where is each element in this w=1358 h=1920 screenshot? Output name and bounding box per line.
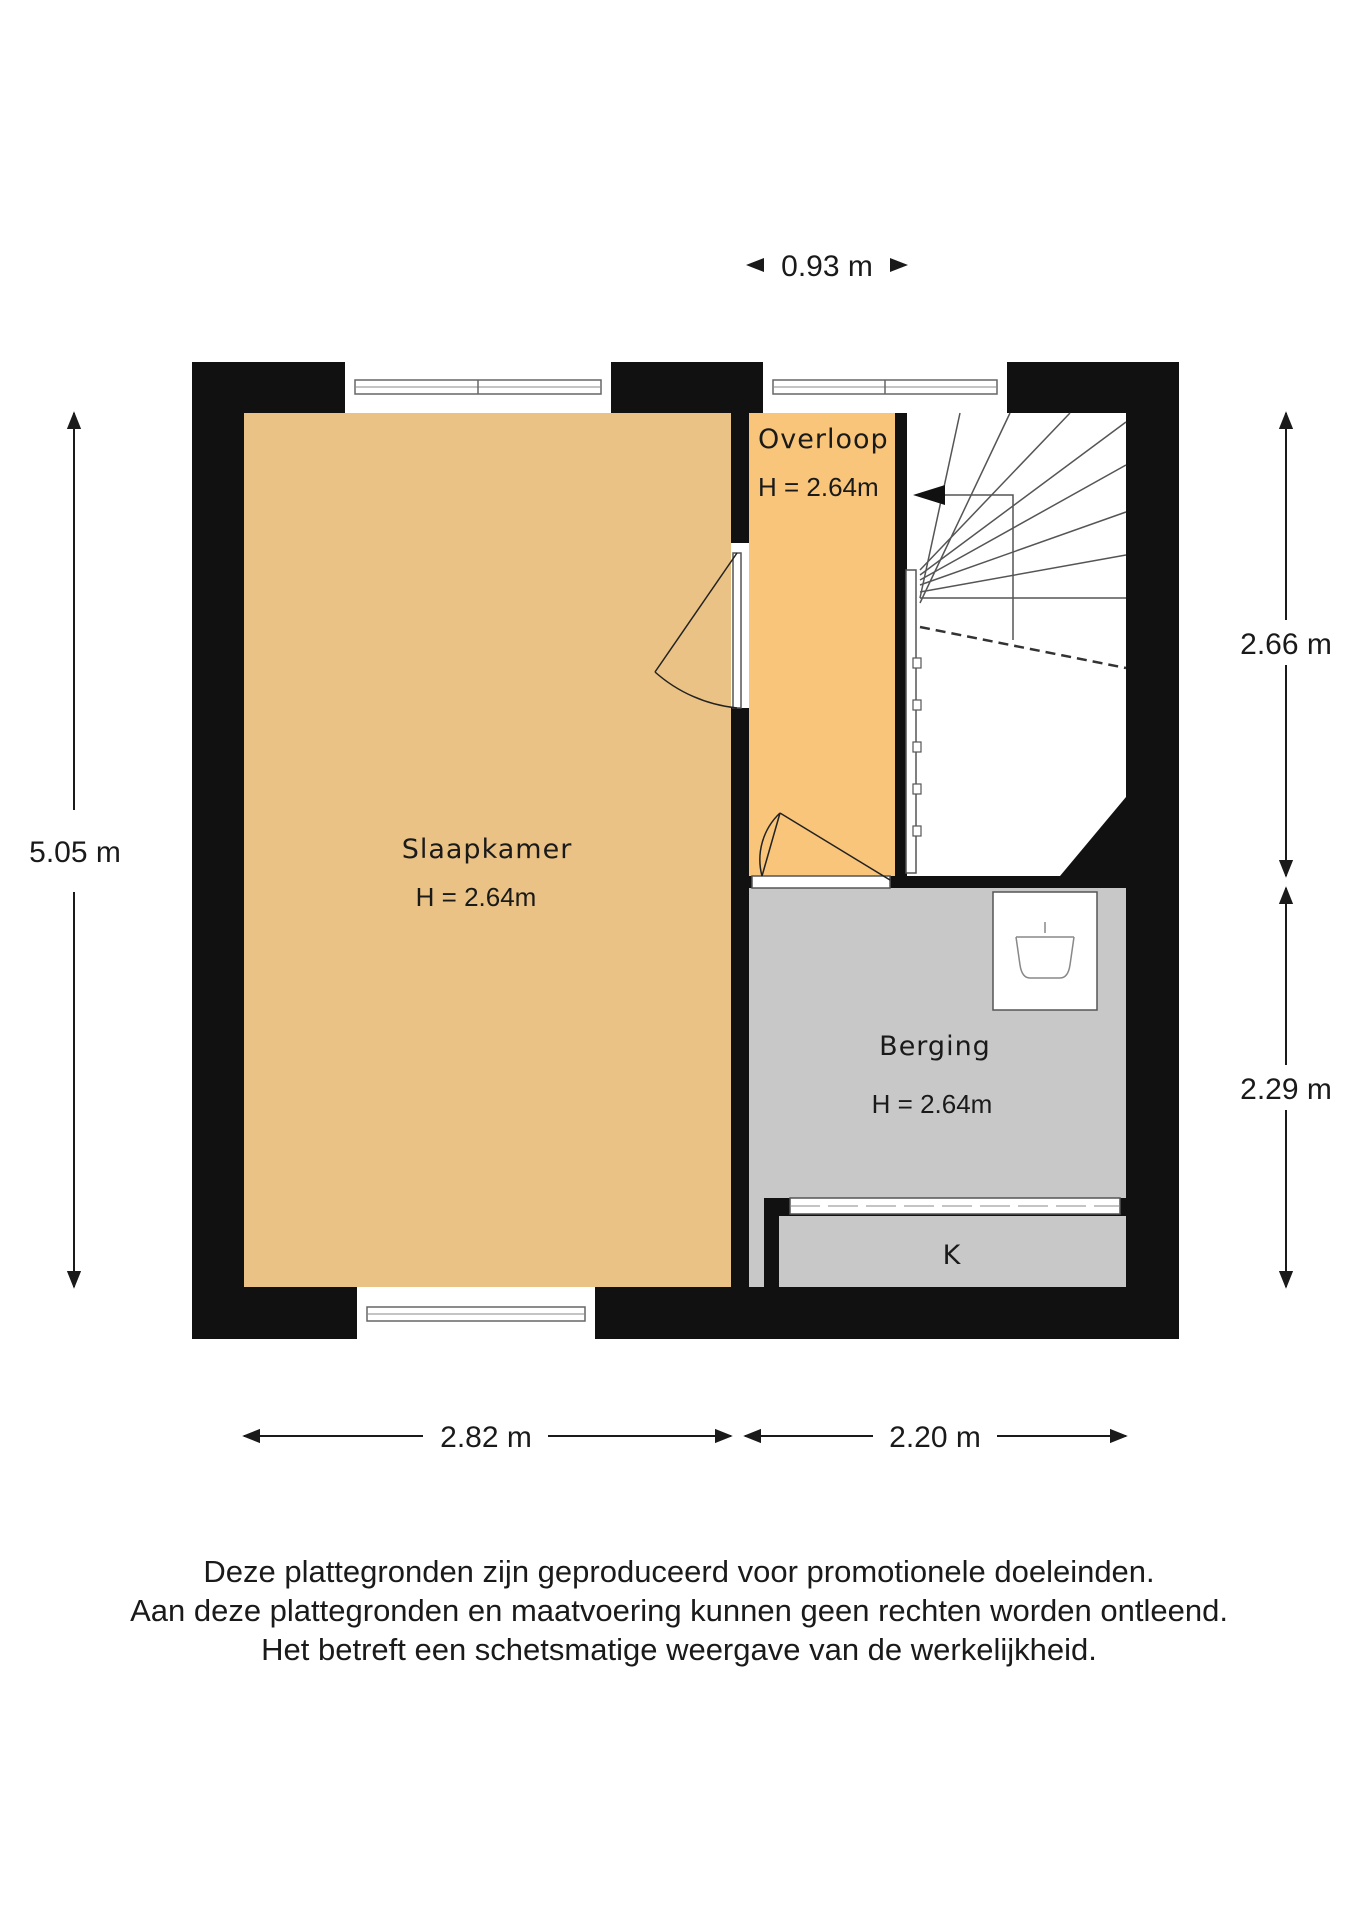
sink (993, 892, 1097, 1010)
overloop-height: H = 2.64m (758, 472, 879, 502)
disclaimer (0, 1552, 1358, 1669)
berging-height: H = 2.64m (871, 1089, 993, 1119)
dimension-bottom-left (244, 1421, 731, 1454)
slaapkamer-label: Slaapkamer (401, 834, 573, 865)
overloop-label: Overloop (758, 424, 889, 455)
kast-label: K (942, 1240, 962, 1271)
dimension-right-upper-label: 2.66 m (1240, 628, 1332, 661)
dimension-bottom-left-label: 2.82 m (440, 1421, 532, 1454)
disclaimer-line-1: Deze plattegronden zijn geproduceerd voor promotionele doeleinden. (203, 1554, 1155, 1589)
room-stairwell (907, 413, 1126, 876)
dimension-left (29, 413, 121, 1287)
dimension-left-label: 5.05 m (29, 836, 121, 869)
dimension-right-lower (1240, 888, 1332, 1287)
dimension-right-upper (1240, 413, 1332, 876)
window-top-right (763, 362, 1007, 413)
berging-label: Berging (879, 1031, 991, 1062)
slaapkamer-height: H = 2.64m (415, 882, 537, 912)
disclaimer-line-2: Aan deze plattegronden en maatvoering kunnen geen rechten worden ontleend. (130, 1593, 1228, 1628)
dimension-top (746, 250, 908, 283)
window-top-left (345, 362, 611, 413)
window-bottom (357, 1287, 595, 1339)
disclaimer-line-3: Het betreft een schetsmatige weergave van de werkelijkheid. (261, 1632, 1097, 1667)
dimension-top-label: 0.93 m (781, 250, 873, 283)
dimension-right-lower-label: 2.29 m (1240, 1073, 1332, 1106)
dimension-bottom-right-label: 2.20 m (889, 1421, 981, 1454)
room-berging-lower (749, 1198, 764, 1287)
dimension-bottom-right (745, 1421, 1126, 1454)
